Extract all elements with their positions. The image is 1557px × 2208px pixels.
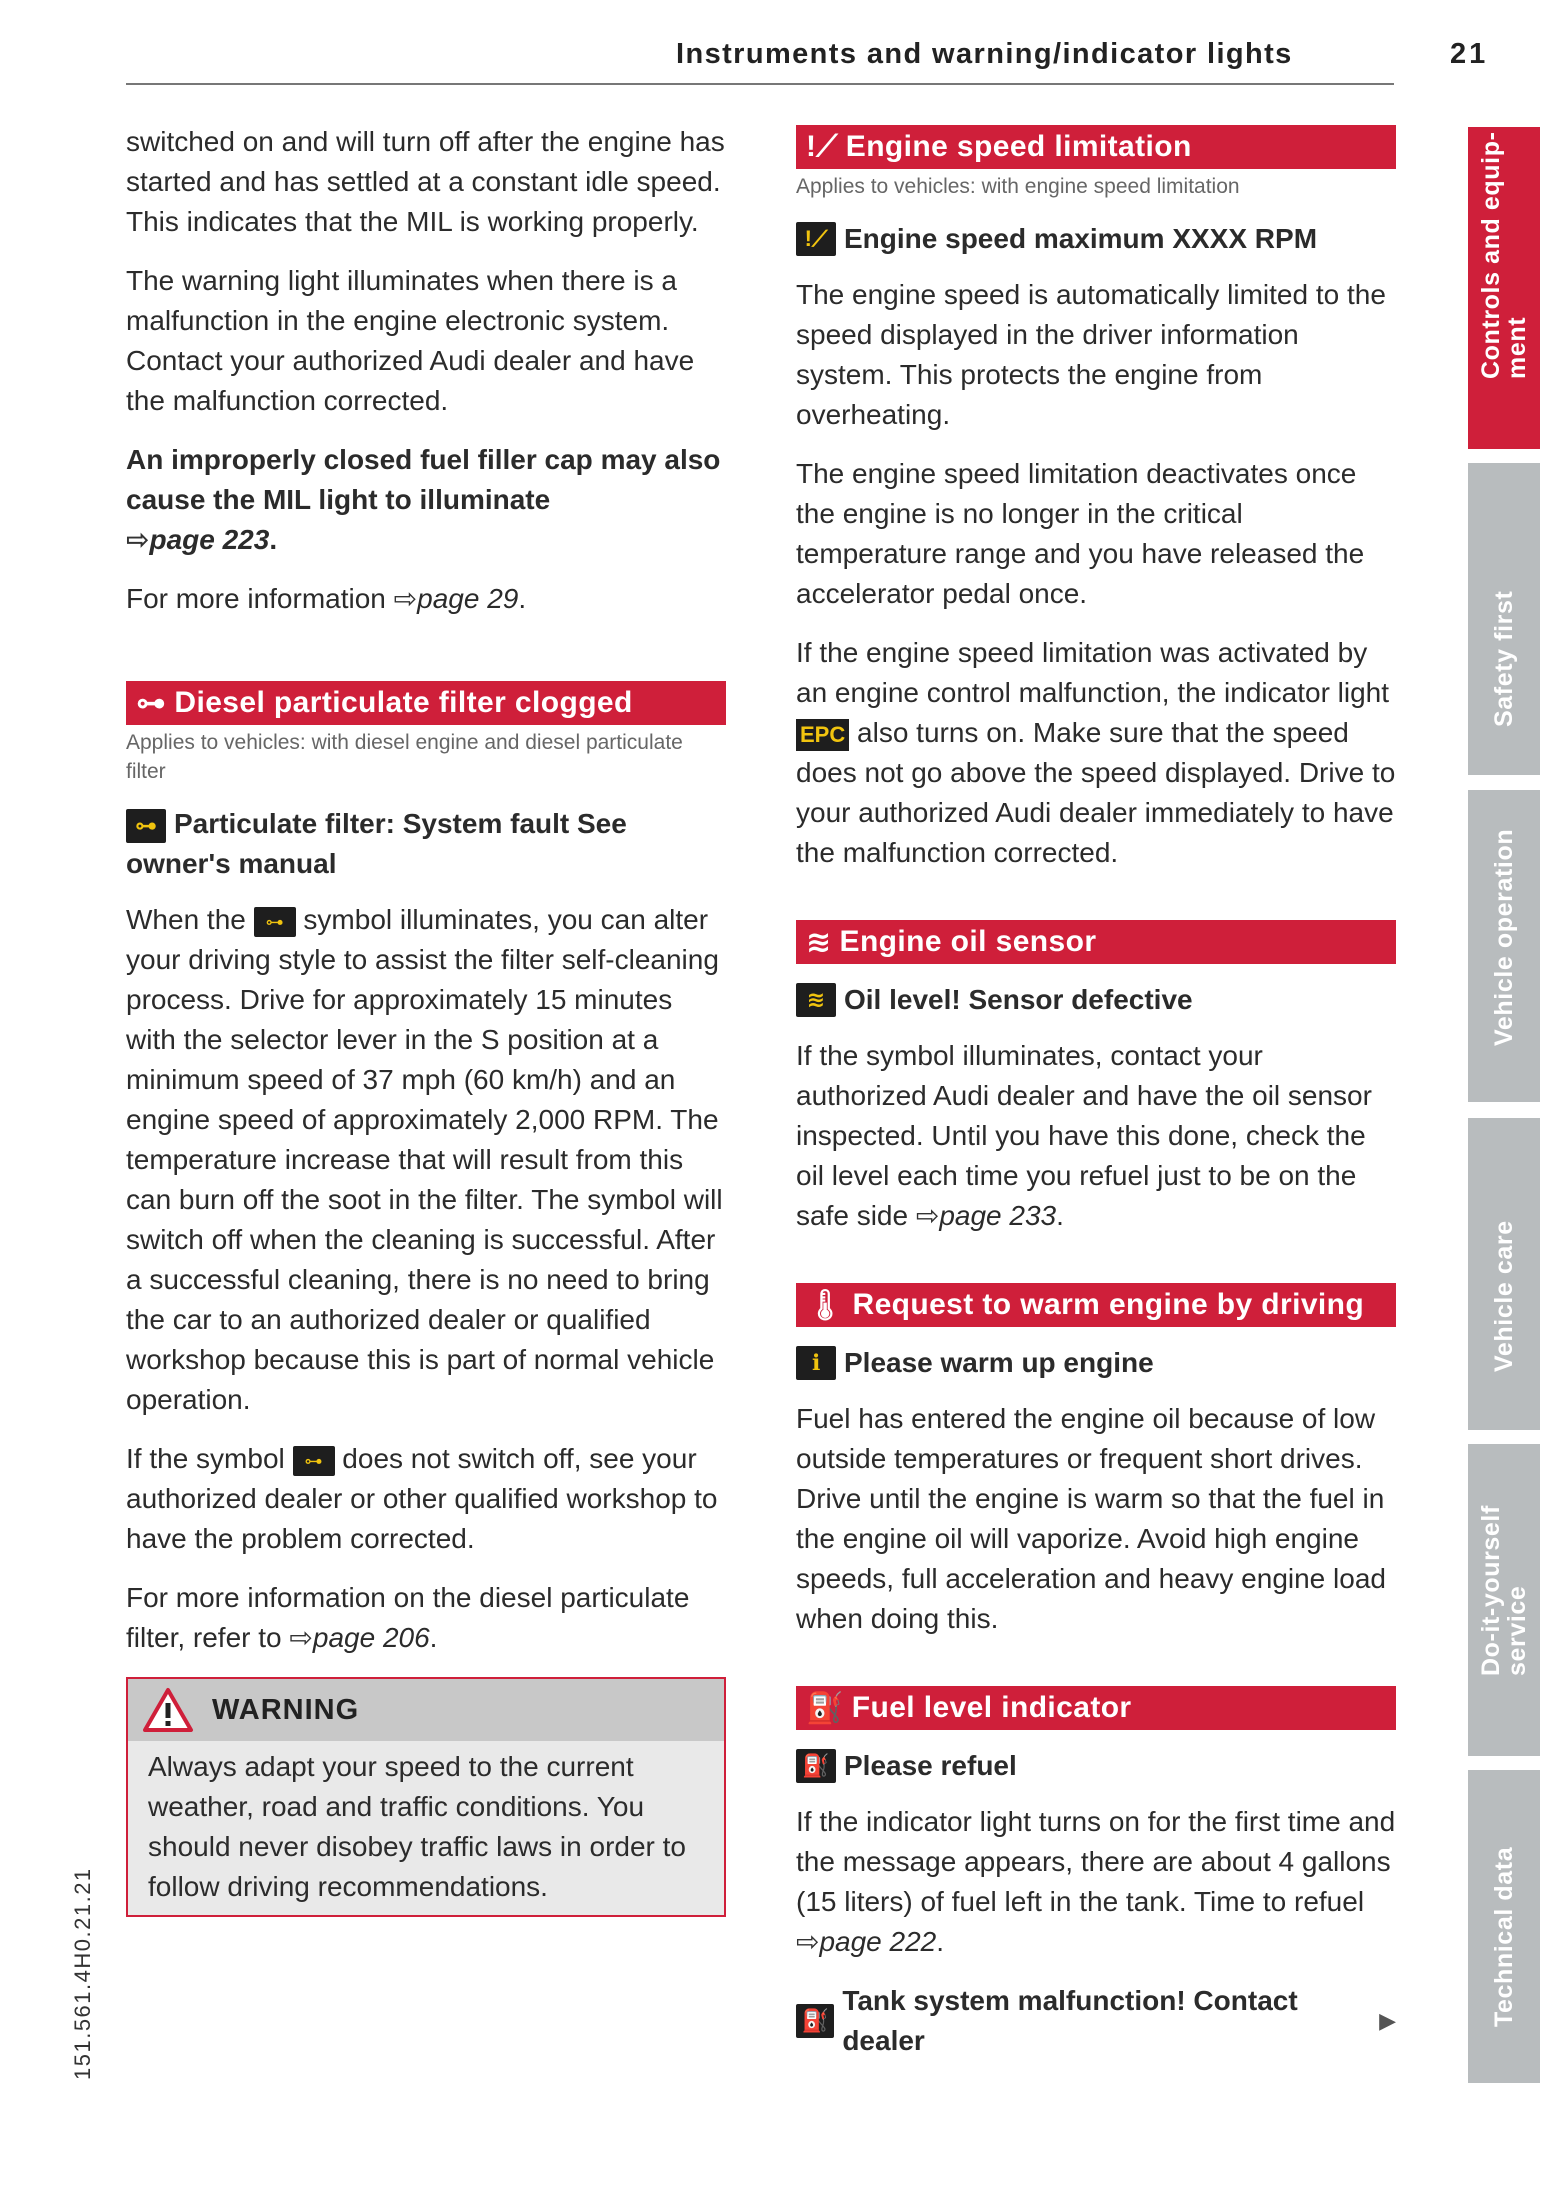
particulate-filter-icon: ⊶ xyxy=(254,907,296,937)
side-tab-vehicle-operation[interactable]: Vehicle operation xyxy=(1468,790,1540,1102)
section-heading-fuel-level: ⛽ Fuel level indicator xyxy=(796,1686,1396,1730)
subheading-warm-up: ℹ Please warm up engine xyxy=(796,1343,1396,1383)
right-column xyxy=(796,125,1396,2077)
paragraph: When the ⊶ symbol illuminates, you can alter your driving style to assist the filter self-cleaning process. Drive for approximately 15 minutes with the selector lever in the S position at a minimum speed of 37 mph (60 km/h) and an engine speed of approximately 2,000 RPM. The temperature increase that will result from this can burn off the soot in the filter. The symbol will switch off when the cleaning is successful. After a successful cleaning, there is no need to bring the car to an authorized dealer or qualified workshop because this is part of normal vehicle operation. xyxy=(126,904,723,1415)
subheading-dpf-fault: ⊶ Particulate filter: System fault See owner's manual xyxy=(126,808,627,879)
page-title: Instruments and warning/indicator lights xyxy=(676,38,1293,70)
thermometer-icon: ℹ xyxy=(796,1346,836,1380)
arrow-right-icon: ⇨ xyxy=(796,1926,820,1957)
header-divider xyxy=(126,83,1394,85)
epc-icon: EPC xyxy=(796,719,849,751)
paragraph: If the engine speed limitation was activated by an engine control malfunction, the indicator light EPC also turns on. Make sure that the speed does not go above the speed displayed. Drive to your authorized Audi dealer immediately to have the malfunction corrected. xyxy=(796,637,1396,868)
subheading-oil-level: ≋ Oil level! Sensor defective xyxy=(796,980,1396,1020)
oil-sensor-icon: ≋ xyxy=(796,983,836,1017)
page-reference-link[interactable]: ⇨page 222 xyxy=(796,1926,937,1957)
paragraph: If the symbol illuminates, contact your authorized Audi dealer and have the oil sensor inspected. Until you have this done, check the oil level each time you refuel just to be on the safe side ⇨page 233. xyxy=(796,1040,1372,1231)
warning-triangle-icon xyxy=(142,1687,194,1733)
warning-box xyxy=(126,1677,726,1917)
paragraph: For more information on the diesel particulate filter, refer to ⇨page 206. xyxy=(126,1582,690,1653)
arrow-right-icon: ⇨ xyxy=(289,1622,313,1653)
fuel-pump-icon: ⛽ xyxy=(796,2004,834,2038)
side-tab-vehicle-care[interactable]: Vehicle care xyxy=(1468,1118,1540,1430)
thermometer-icon: 🌡 xyxy=(806,1288,845,1322)
oil-sensor-icon: ≋ xyxy=(806,925,832,959)
paragraph: If the indicator light turns on for the first time and the message appears, there are about 4 gallons (15 liters) of fuel left in the tank. Time to refuel ⇨page 222. xyxy=(796,1806,1396,1957)
page-number: 21 xyxy=(1450,38,1489,70)
paragraph: The engine speed limitation deactivates once the engine is no longer in the critical temperature range and you have released the accelerator pedal once. xyxy=(796,458,1365,609)
paragraph: If the symbol ⊶ does not switch off, see your authorized dealer or other qualified workshop to have the problem corrected. xyxy=(126,1443,718,1554)
page-reference-link[interactable]: ⇨page 206 xyxy=(289,1622,430,1653)
side-tab-controls[interactable]: Controls and equip- ment xyxy=(1468,127,1540,449)
page-reference-link[interactable]: ⇨page 223 xyxy=(126,524,270,555)
paragraph: switched on and will turn off after the engine has started and has settled at a constant idle speed. This indicates that the MIL is working properly. xyxy=(126,126,725,237)
section-heading-warm-engine: 🌡 Request to warm engine by driving xyxy=(796,1283,1396,1327)
page-reference-link[interactable]: ⇨page 29 xyxy=(393,583,519,614)
continue-arrow-icon: ▶ xyxy=(1379,2008,1396,2033)
subheading-speed-max: !⟋ Engine speed maximum XXXX RPM xyxy=(796,219,1396,259)
arrow-right-icon: ⇨ xyxy=(393,583,418,614)
fuel-pump-icon: ⛽ xyxy=(796,1749,836,1783)
section-heading-dpf: ⊶ Diesel particulate filter clogged xyxy=(126,681,726,725)
side-tab-safety[interactable]: Safety first xyxy=(1468,463,1540,775)
fuel-pump-icon: ⛽ xyxy=(806,1691,844,1725)
paragraph: For more information ⇨page 29. xyxy=(126,583,527,614)
section-heading-oil-sensor: ≋ Engine oil sensor xyxy=(796,920,1396,964)
left-column xyxy=(126,122,726,1917)
arrow-right-icon: ⇨ xyxy=(126,524,150,555)
particulate-filter-icon: ⊶ xyxy=(293,1446,335,1476)
side-tab-technical-data[interactable]: Technical data xyxy=(1468,1770,1540,2083)
paragraph: Fuel has entered the engine oil because of low outside temperatures or frequent short drives. Drive until the engine is warm so that the fuel in the engine oil will vaporize. Avoid high engine speeds, full acceleration and heavy engine load when doing this. xyxy=(796,1403,1386,1634)
document-code: 151.561.4H0.21.21 xyxy=(70,1867,95,2080)
warning-title: WARNING xyxy=(212,1693,360,1726)
particulate-filter-icon: ⊶ xyxy=(126,809,166,843)
applies-to-note: Applies to vehicles: with engine speed limitation xyxy=(796,175,1240,198)
particulate-filter-icon: ⊶ xyxy=(136,686,167,720)
paragraph: The warning light illuminates when there is a malfunction in the engine electronic system. Contact your authorized Audi dealer and have the malfunction corrected. xyxy=(126,265,695,416)
side-tab-diy-service[interactable]: Do-it-yourself service xyxy=(1468,1444,1540,1756)
speed-limit-icon: !⟋ xyxy=(806,130,838,163)
paragraph: An improperly closed fuel filler cap may also cause the MIL light to illuminate ⇨page 223. xyxy=(126,444,721,555)
paragraph: The engine speed is automatically limited to the speed displayed in the driver information system. This protects the engine from overheating. xyxy=(796,279,1386,430)
page-reference-link[interactable]: ⇨page 233 xyxy=(915,1200,1057,1231)
speed-limit-icon: !⟋ xyxy=(796,222,836,256)
arrow-right-icon: ⇨ xyxy=(915,1200,940,1231)
bold-text: An improperly closed fuel filler cap may also cause the MIL light to illuminate xyxy=(126,444,721,515)
applies-to-note: Applies to vehicles: with diesel engine and diesel particulate filter xyxy=(126,731,683,783)
subheading-tank-malfunction: ⛽ Tank system malfunction! Contact dealer ▶ xyxy=(796,1981,1396,2061)
subheading-refuel: ⛽ Please refuel xyxy=(796,1746,1396,1786)
section-heading-speed-limit: !⟋ Engine speed limitation xyxy=(796,125,1396,169)
warning-header xyxy=(128,1679,724,1741)
warning-text: Always adapt your speed to the current weather, road and traffic conditions. You should never disobey traffic laws in order to follow driving recommendations. xyxy=(148,1751,686,1902)
